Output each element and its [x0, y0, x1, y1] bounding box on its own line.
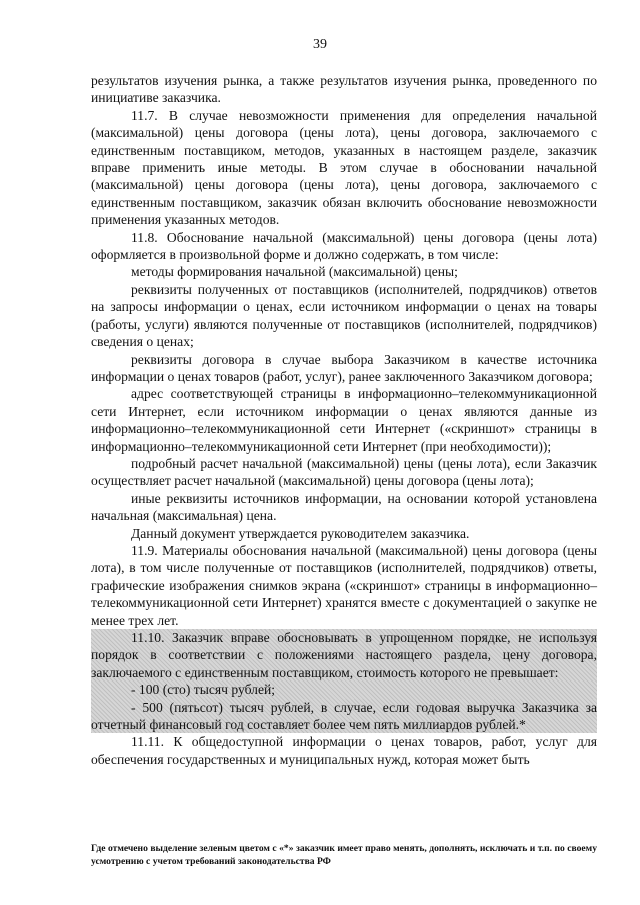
paragraph-1: результатов изучения рынка, а также результатов изучения рынка, проведенного по инициативе заказчика.	[91, 73, 597, 106]
paragraph-approval: Данный документ утверждается руководителем заказчика.	[131, 525, 470, 541]
list-item-detailed-calculation: подробный расчет начальной (максимальной) цены (цены лота), если Заказчик осуществляет расчет начальной (максимальной) цены договора (цены лота);	[91, 455, 597, 489]
page-number: 39	[313, 37, 327, 52]
document-body	[91, 72, 597, 768]
list-item-100k: - 100 (сто) тысяч рублей;	[91, 681, 597, 698]
paragraph-11-11: 11.11. К общедоступной информации о ценах товаров, работ, услуг для обеспечения государственных и муниципальных нужд, которая может быть	[91, 734, 597, 767]
paragraph-11-9: 11.9. Материалы обоснования начальной (максимальной) цены договора (цены лота), в том числе полученные от поставщиков (исполнителей, подрядчиков) ответы, графические изображения снимков экрана («скриншот» страницы в информационно–телекоммуникационной сети Интернет) хранятся вместе с документацией о закупке не менее трех лет.	[91, 542, 597, 628]
list-item-supplier-answers: реквизиты полученных от поставщиков (исполнителей, подрядчиков) ответов на запросы информации о ценах, если источником информации о ценах на товары (работы, услуги) являются полученные от поставщиков (исполнителей, подрядчиков) сведения о ценах;	[91, 281, 597, 350]
footnote: Где отмечено выделение зеленым цветом с «*» заказчик имеет право менять, дополнять, исключать и т.п. по своему усмотрению с учетом требований законодательства РФ	[91, 843, 597, 867]
list-item-methods: методы формирования начальной (максимальной) цены;	[131, 264, 458, 280]
paragraph-11-10: 11.10. Заказчик вправе обосновывать в упрощенном порядке, не используя порядок в соответствии с положениями настоящего раздела, цену договора, заключаемого с единственным поставщиком, стоимость которого не превышает:	[91, 630, 597, 680]
paragraph-11-8: 11.8. Обоснование начальной (максимальной) цены договора (цены лота) оформляется в произвольной форме и должно содержать, в том числе:	[91, 229, 597, 263]
list-item-contract-details: реквизиты договора в случае выбора Заказчиком в качестве источника информации о ценах товаров (работ, услуг), ранее заключенного Заказчиком договора;	[91, 351, 597, 384]
list-item-other-sources: иные реквизиты источников информации, на основании которой установлена начальная (максимальная) цена.	[91, 490, 597, 524]
list-item-internet-address: адрес соответствующей страницы в информационно–телекоммуникационной сети Интернет, если источником информации о ценах являются данные из информационно–телекоммуникационной сети Интернет («скриншот» страницы в информационно–телекоммуникационной сети Интернет (при необходимости));	[91, 386, 597, 454]
paragraph-11-7: 11.7. В случае невозможности применения для определения начальной (максимальной) цены договора (цены лота), цены договора, заключаемого с единственным поставщиком, методов, указанных в настоящем разделе, заказчик вправе применить иные методы. В этом случае в обосновании начальной (максимальной) цены договора (цены лота), цены договора, заключаемого с единственным поставщиком, заказчик обязан включить обоснование невозможности применения указанных методов.	[91, 107, 597, 228]
list-item-500k: - 500 (пятьсот) тысяч рублей, в случае, если годовая выручка Заказчика за отчетный финансовый год составляет более чем пять миллиардов рублей.*	[91, 699, 597, 733]
